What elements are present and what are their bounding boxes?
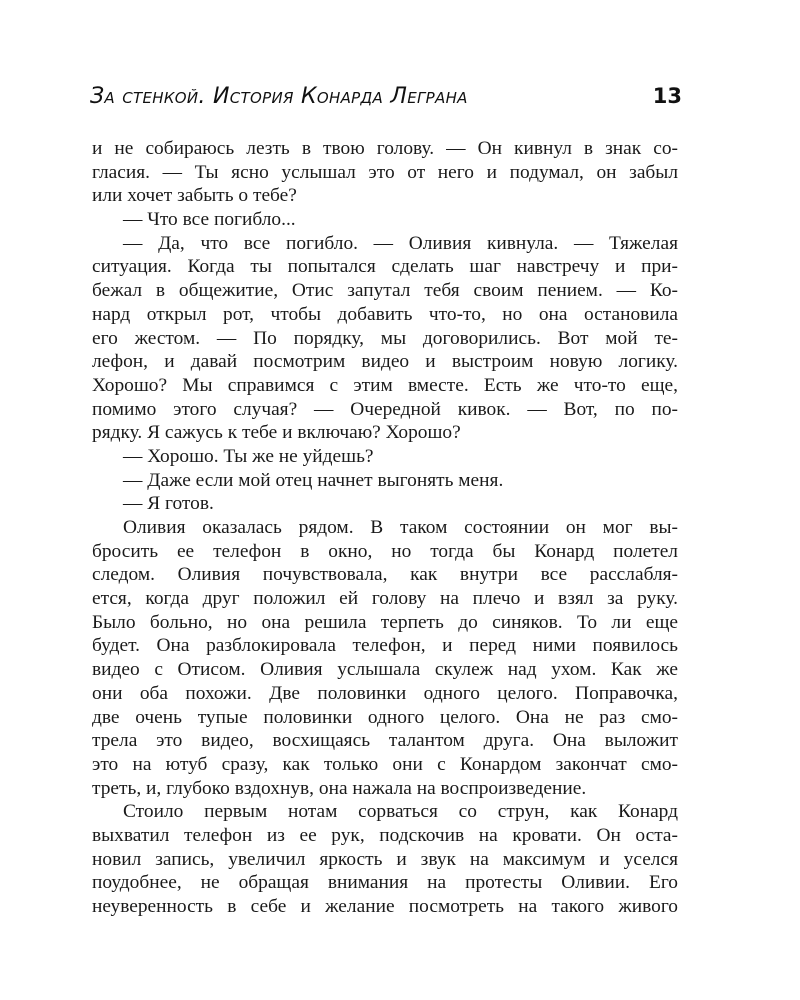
text-line: нард открыл рот, чтобы добавить что-то, но она остановила (92, 303, 678, 325)
text-line: следом. Оливия почувствовала, как внутри все расслабля- (92, 564, 678, 586)
body-text (92, 137, 678, 919)
text-line: лефон, и давай посмотрим видео и выстроим новую логику. (92, 351, 678, 373)
text-line: помимо этого случая? — Очередной кивок. — Вот, по по- (92, 398, 678, 420)
text-line: Хорошо? Мы справимся с этим вместе. Есть же что-то еще, (92, 374, 678, 396)
running-head (90, 84, 682, 118)
text-line: выхватил телефон из ее рук, подскочив на кровати. Он оста- (92, 824, 678, 846)
page-number: 13 (652, 84, 682, 108)
text-line: рядку. Я сажусь к тебе и включаю? Хорошо? (92, 422, 461, 444)
dialogue-line: — Я готов. (123, 493, 214, 515)
text-line: это на ютуб сразу, как только они с Конардом закончат смо- (92, 753, 678, 775)
text-line: бросить ее телефон в окно, но тогда бы Конард полетел (92, 540, 678, 562)
text-line: две очень тупые половинки одного целого. Она не раз смо- (92, 706, 678, 728)
text-line: поудобнее, не обращая внимания на протесты Оливии. Его (92, 872, 678, 894)
paragraph-first-line: Оливия оказалась рядом. В таком состоянии он мог вы- (123, 517, 678, 538)
dialogue-line: — Что все погибло... (123, 209, 296, 231)
dialogue-line: — Даже если мой отец начнет выгонять меня. (123, 469, 504, 491)
text-line: бежал в общежитие, Отис запутал тебя своим пением. — Ко- (92, 280, 678, 302)
text-line: треть, и, глубоко вздохнув, она нажала на воспроизведение. (92, 777, 587, 799)
text-line: или хочет забыть о тебе? (92, 185, 297, 207)
dialogue-line: — Хорошо. Ты же не уйдешь? (123, 445, 374, 467)
paragraph-first-line: Стоило первым нотам сорваться со струн, как Конард (123, 801, 678, 823)
text-line: трела это видео, восхищаясь талантом друга. Она выложит (92, 730, 678, 752)
text-line: видео с Отисом. Оливия услышала скулеж над ухом. Как же (92, 659, 678, 681)
running-title: За стенкой. История Конарда Леграна (90, 84, 468, 109)
text-line: гласия. — Ты ясно услышал это от него и подумал, он забыл (92, 161, 678, 183)
text-line: ется, когда друг положил ей голову на плечо и взял за руку. (92, 588, 678, 610)
dialogue-line: — Да, что все погибло. — Оливия кивнула. — Тяжелая (123, 232, 678, 254)
text-line: будет. Она разблокировала телефон, и перед ними появилось (92, 635, 678, 657)
text-line: ситуация. Когда ты попытался сделать шаг навстречу и при- (92, 256, 678, 278)
text-line: Было больно, но она решила терпеть до синяков. То ли еще (92, 611, 678, 633)
text-line: неуверенность в себе и желание посмотреть на такого живого (92, 896, 678, 917)
text-line: его жестом. — По порядку, мы договорились. Вот мой те- (92, 327, 678, 349)
text-line: они оба похожи. Две половинки одного целого. Поправочка, (92, 682, 678, 704)
text-line: и не собираюсь лезть в твою голову. — Он кивнул в знак со- (92, 138, 678, 159)
text-line: новил запись, увеличил яркость и звук на максимум и уселся (92, 848, 678, 870)
